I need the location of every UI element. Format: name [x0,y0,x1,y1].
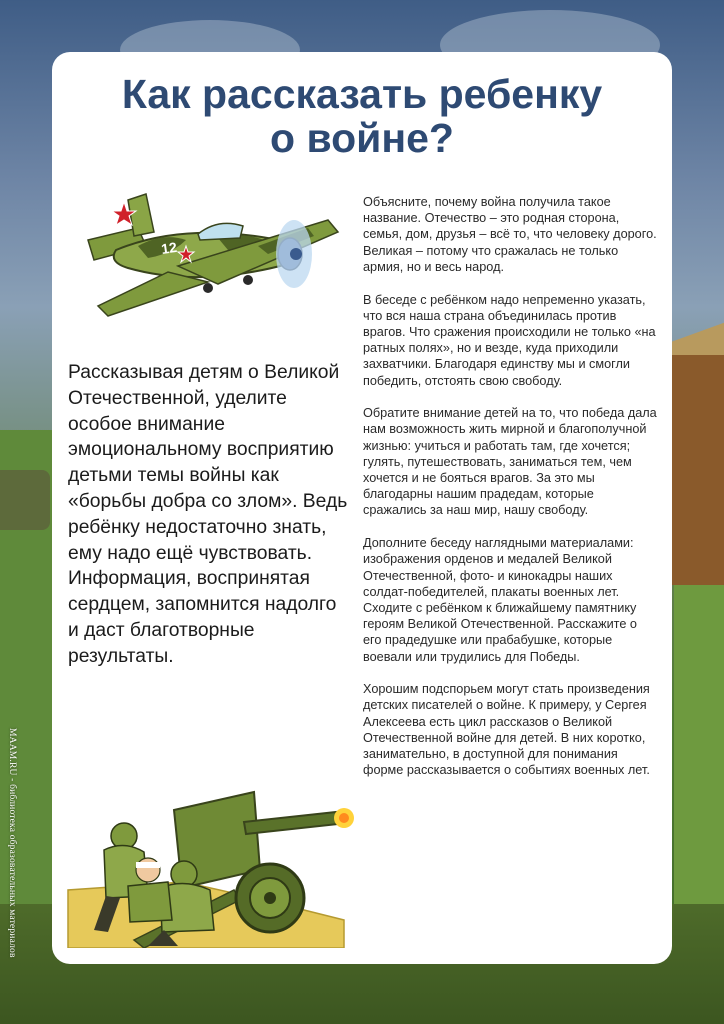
body-paragraph: Обратите внимание детей на то, что победа дала нам возможность жить мирной и благополучной жизнью: учиться и работать там, где хочется; гулять, путешествовать, заниматься тем, чем хочется и не бояться врагов. За это мы благодарны нашим прадедам, которые сражались за наш мир, нашу свободу. [363,406,657,518]
tank-icon [0,470,50,530]
body-paragraph: Объясните, почему война получила такое название. Отечество – это родная сторона, семья, дом, друзья – всё то, что человеку дорого. Великая – потому что сражалась не только армия, но и весь народ. [363,195,657,274]
page-title [52,72,672,160]
body-paragraph: Хорошим подспорьем могут стать произведения детских писателей о войне. К примеру, у Сергея Алексеева есть цикл рассказов о Великой Отечественной войне для детей. В них коротко, занимательно, в доступной для понимания форме рассказывается о событиях военных лет. [363,682,650,778]
lead-paragraph: Рассказывая детям о Великой Отечественной, уделите особое внимание эмоциональному восприятию детьми темы войны как «борьбы добра со злом». Ведь ребёнку недостаточно знать, ему надо ещё чувствовать. Информация, воспринятая сердцем, запомнится надолго и даст благотворные результаты. [68,362,348,667]
plane-illustration [68,180,350,326]
body-paragraph: В беседе с ребёнком надо непременно указать, что вся наша страна объединилась против врагов. Что сражения происходили не только «на ратных полях», но и везде, куда приходили захватчики. Благодаря единству мы и смогли победить, отстоять свою свободу. [363,292,656,388]
plane-number: 12 [160,238,178,257]
info-card [52,52,672,964]
title-line: Как рассказать ребенку [121,71,603,117]
side-caption: MAAM.RU - библиотека образовательных материалов [7,728,17,958]
artillery-illustration [64,770,354,948]
body-paragraph: Дополните беседу наглядными материалами: изображения орденов и медалей Великой Отечественной, фото- и кинокадры наших солдат-победителей, плакаты военных лет. Сходите с ребёнком к ближайшему памятнику героям Великой Отечественной. Расскажите о его прадедушке или прабабушке, которые воевали или трудились для Победы. [363,536,637,664]
house [672,355,724,585]
body-column [363,194,658,795]
title-line: о войне? [270,115,454,161]
